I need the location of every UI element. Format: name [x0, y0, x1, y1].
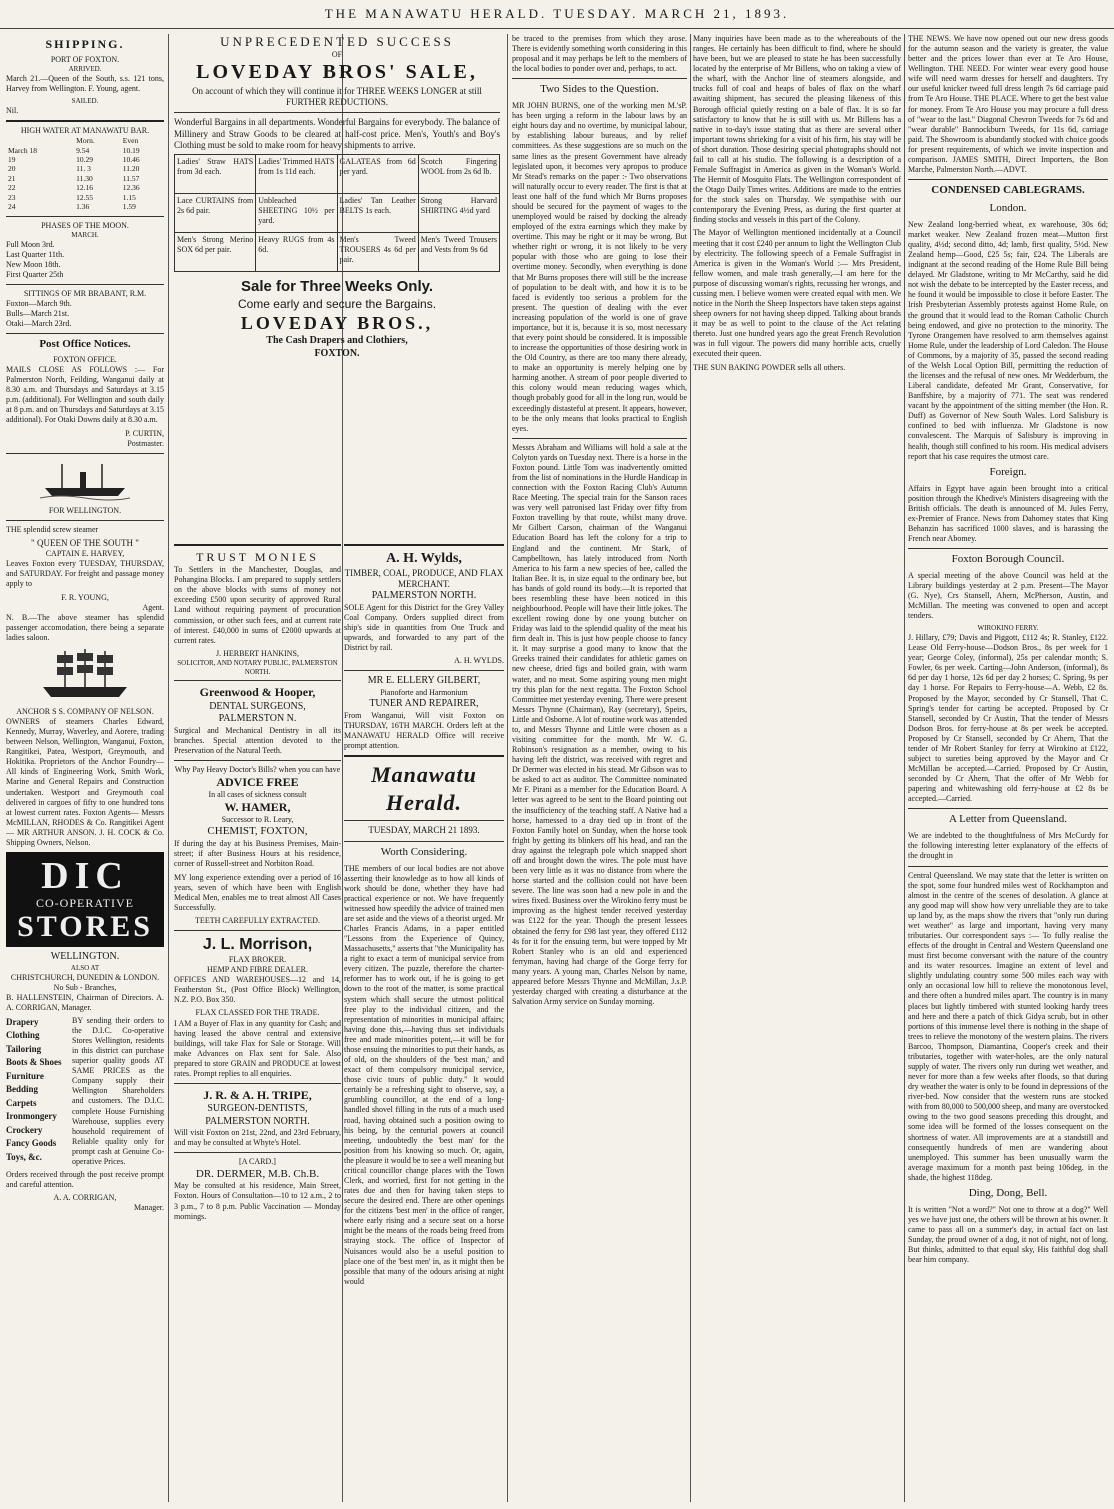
tide-cell: 21 — [8, 173, 16, 183]
divider — [174, 544, 341, 546]
tide-row — [6, 193, 164, 202]
phase-item: Full Moon 3rd. — [6, 239, 55, 249]
in-cases: In all cases of sickness consult — [208, 790, 307, 800]
tide-row — [6, 155, 164, 164]
loveday-title-2: LOVEDAY BROS., — [240, 313, 434, 334]
steamer-nb: N. B.—The above steamer has splendid passenger accomodation, there being a separate ladies saloon. — [6, 612, 164, 642]
dic-footer: Orders received through the post receive prompt and careful attention. — [6, 1169, 164, 1190]
dic-department: Toys, &c. — [6, 1151, 42, 1162]
sitting-item: Bulls—March 21st. — [6, 308, 70, 318]
bargain-cell: Heavy RUGS from 4s 6d. — [256, 233, 337, 272]
divider — [908, 179, 1108, 180]
sittings-title: SITTINGS OF MR BRABANT, R.M. — [23, 288, 147, 298]
hamer-sub: Successor to R. Leary, — [221, 815, 294, 825]
dic-logo-line2: CO-OPERATIVE — [36, 895, 134, 910]
tripe-city: PALMERSTON NORTH. — [205, 1115, 310, 1127]
bargain-cell: Men's Strong Merino SOX 6d per pair. — [175, 233, 256, 272]
divider — [174, 1083, 341, 1084]
tide-cell: 10.19 — [122, 145, 140, 155]
divider — [6, 520, 164, 521]
queensland-text: We are indebted to the thoughtfulness of Mrs McCurdy for the following interesting letter explanatory of the effects of the drought in — [908, 831, 1108, 861]
port-heading: PORT OF FOXTON. — [50, 55, 120, 65]
wirokino-text: J. Hillary, £79; Davis and Piggott, £112 4s; R. Stanley, £122. Lease Old Ferry-house—Dodson Bros., 8s per week for 1 year; George Coley, (informal), 25s per calendar month; S. Fowler, 6s per week. Carting—John Anderson, (informal), 8s 6d per day 1 horse, 12s 6d per day 2 horses; C. Spring, 9s per day 1 horse. For Repairs to Ferry-house—A. Webb, £2 8s. Proposed by the Mayor, seconded by Cr Stansell, That C. Spring's tender for carting be accepted. Proposed by Cr Stansell, seconded by Cr Austin, That the tender of Messrs Dodson Bros. for ferry-house at 8s per week be accepted. Proposed by Cr Stansell, seconded by Cr Ahern, That the tender of Mr Robert Stanley for ferry at Wirokino at £122, subject to sureties being approved by the Mayor and Cr McMillan be accepted.—Carried. Proposed by Cr Austin, seconded by Cr Ahern, That the offer of Mr Webb for papering and whitewashing old ferry-house at £2 8s be accepted.—Carried. — [908, 633, 1108, 804]
divider — [908, 548, 1108, 549]
postmaster-role: Postmaster. — [127, 438, 164, 448]
tide-cell: 12.16 — [76, 183, 94, 193]
divider — [174, 930, 341, 931]
tripe-title: J. R. & A. H. TRIPE, — [203, 1088, 312, 1102]
tide-cell: 20 — [8, 164, 16, 174]
arrived-label: ARRIVED. — [68, 65, 102, 74]
baking-powder: THE SUN BAKING POWDER sells all others. — [693, 362, 846, 372]
dic-departments — [6, 1016, 68, 1170]
column-3 — [344, 540, 504, 1504]
dic-body — [6, 1016, 164, 1170]
ding-text: It is written "Not a word?" Not one to throw at a dog?" Well yes we have just one, the others will be thrown at his owner. It came to pass all on a summer's day, in actual fact on last Sunday, the proud owner of a dog, it not of night, not of long. But thinks, admitted to that equal sky, His faithful dog shall bear him company. — [908, 1204, 1108, 1265]
dic-department: Boots & Shoes — [6, 1057, 62, 1068]
london-text: New Zealand long-berried wheat, ex warehouse, 30s 6d; market weaker. New Zealand frozen meat—Mutton first quality, 4½d; second ditto, 4d; lamb, first quality, 5½d. New Zealand hemp—Good, £25 5s; fair, £24. The Liberals are indignant at the second reading of the Home Rule Bill being delayed. Mr Gladstone, writing to Mr McCarthy, said he did not wish the debate to be intercepted by the Easter recess, and he found it would be impossible to close it before Easter. The Irish Presbyterian Assembly protests against Home Rule, on the ground that it would lead to the Roman Catholic Church being endowed, and give no protection to the minority. The Tyrone Orangemen have resolved to arm themselves against Home Rule, under the leadership of Lord Caledon. The House of Commons, by a majority of 35, passed the second reading of the Welsh Local Option Bill, permitting the reduction of the licenses and the refusal of new ones. Mr Wedderburn, the Liberal candidate, defeated Mr Grant, Conservative, for Banffshire, by a majority of 771. The seat was rendered vacant by the appointment of the sitting member (the Hon. R. Duff) as Governor of New South Wales. Lord Salisbury is confined to bed with influenza. Mr Gladstone is now convalescent. The Marquis of Salisbury is improving in health, though still confined to his room. His medical advisers report that his case requires the utmost care. — [908, 219, 1108, 461]
tide-cell: 11.57 — [122, 173, 140, 183]
greenwood-text: Surgical and Mechanical Dentistry in all its branches. Special attention devoted to the Preservation of the Natural Teeth. — [174, 725, 341, 755]
dic-department: Tailoring — [6, 1043, 42, 1054]
condensed-heading: CONDENSED CABLEGRAMS. — [931, 184, 1085, 197]
wylds-sign: A. H. WYLDS. — [454, 656, 504, 666]
greenwood-city: PALMERSTON N. — [218, 713, 297, 725]
morrison-sub: FLAX BROKER. — [228, 955, 287, 965]
sitting-item: Otaki—March 23rd. — [6, 319, 72, 329]
wirokino-heading: WIROKINO FERRY. — [977, 624, 1039, 633]
why-pay: Why Pay Heavy Doctor's Bills? when you can have — [174, 764, 341, 774]
bargain-cell: Unbleached SHEETING 10½ per yard. — [256, 194, 337, 233]
column-4 — [512, 34, 687, 1504]
tide-cell: 23 — [8, 192, 16, 202]
tide-row — [6, 174, 164, 183]
wylds-title: A. H. Wylds, — [386, 551, 462, 566]
post-office-title: Post Office Notices. — [39, 338, 131, 351]
column-rule — [904, 34, 905, 1502]
dic-branches: CHRISTCHURCH, DUNEDIN & LONDON. No Sub - Branches, — [10, 972, 160, 992]
advice-free: ADVICE FREE — [216, 775, 299, 790]
column-5 — [693, 34, 901, 1504]
divider — [512, 78, 687, 79]
bargain-cell: Ladies' Tan Leather BELTS 1s each. — [338, 194, 419, 233]
dic-sign: A. A. CORRIGAN, — [53, 1193, 117, 1203]
bargain-cell: Strong Harvard SHIRTING 4½d yard — [419, 194, 500, 233]
card-label: [A CARD.] — [239, 1157, 276, 1167]
agent-name: F. R. YOUNG, — [61, 592, 109, 602]
col7-text: Central Queensland. We may state that the letter is written on the spot, some four hundred miles west of Rockhampton and almost in the centre of the scenes of desolation. A glance at any good map will show how very unreliable they are to take up land by, as the maps show the rivers that "only run during wet weather" as large and important, having very many tributaries. Our correspondent says :— To fully realise the effects of the drought in Central and Western Queensland one must first become conversant with the nature of the country and its water resources. Imagine an extent of level and slightly undulating country some 500 miles each way with only an occasional low hill to relieve the monotonous level, and there often a hundred miles apart. The country is in many places but lightly timbered with stunted looking hardy trees and here and there a patch of thick Gidya scrub, but in other portions of this immense level there is nothing in the shape of trees to relieve the monotony of the western plains. The rivers Barcoo, Thompson, Diamantina, Cooper's creek and their tributaries, together with water-holes, are the only natural supply of water. The rivers only run during wet weather, and never for more than a few weeks after floods, so that during dry weather the water is only to be found in depressions of the river-bed. Now consider that the western runs are stocked with from 80,000 to 500,000 sheep, and many are overstocked owing to the two good seasons preceding this drought, and some idea will be formed of the losses consequent on the shortness of water. All improvements are at a standstill and consequently hundreds of men are wandering about unemployed. This summer has been unusually warm the average maximum for a month past being 106deg. in the shade, the highest 118deg. — [908, 870, 1108, 1182]
morrison-text: I AM a Buyer of Flax in any quantity for Cash; and having leased the above central and extensive buildings, will take Flax for Sale or Storage. Will make Advances on Flax sent for Sale. Also prepared to store GRAIN and PRODUCE at lowest rates. Prompt replies to all enquiries. — [174, 1018, 341, 1078]
tide-cell: Even — [122, 136, 139, 146]
wylds-city: PALMERSTON NORTH. — [371, 590, 477, 602]
dic-city: WELLINGTON. — [50, 951, 120, 963]
chemist: CHEMIST, FOXTON, — [207, 825, 308, 838]
morrison-title: J. L. Morrison, — [202, 935, 313, 953]
dic-logo — [6, 852, 164, 947]
drapers: The Cash Drapers and Clothiers, — [266, 334, 408, 346]
col5-top-text: Many inquiries have been made as to the whereabouts of the ranges. He certainly has been difficult to find, where he should have been, but we are pleased to state he has been successfully located by the enterprise of Mr Billens, who on taking a view of the wharf, with the Anchor line of steamers alongside, and trucks full of coal and heaps of bales of flax on the wharf awaiting shipment, has secured the pleasing likeness of this Borough official quietly resting on a bale of flax. It is so far satisfactory to know that he is still with us. Mr Billens has a native in to-day's issue stating that as there are several other important towns shrieking for a visit of his firm, his stay will be of short duration. Those desiring special photographs should not fail to call at his studio. The following is a description of a Female Suffragist in America as given in the Woman's World. The Hermit of Mosquito Flats. The Wellington correspondent of the Otago Daily Times writes. Additions are made to the entries for the stock sales on Thursday. We sympathise with our contemporary the Evening Press, as during the first quarter at finding stocks and vessels in this part of the Colony. — [693, 34, 901, 225]
hankins-name: J. HERBERT HANKINS, — [216, 648, 299, 658]
tide-row — [6, 202, 164, 211]
bargain-cell: Lace CURTAINS from 2s 6d pair. — [175, 194, 256, 233]
divider — [908, 808, 1108, 809]
tide-cell: 11.30 — [76, 173, 93, 183]
column-6 — [908, 34, 1108, 1504]
experience-text: MY long experience extending over a period of 16 years, seven of which have been with English Medical Men, enables me to treat almost All Cases Successfully. — [174, 872, 341, 912]
dic-department: Drapery — [6, 1016, 39, 1027]
worth-text: THE members of our local bodies are not above asserting their knowledge as to how all kinds of work should be done, whether they have had practical experience or not. We have frequently witnessed how speedily the advice of trained men are set aside and the views of a theorist urged. Mr Charles Francis Adams, in a paper entitled "Lessons from the Experience of Quincy, Massachusetts," asserts that "the Municipality has a right to exact a term of municipal service from every citizen. The puzzle, therefore the charter-reformer has to work out, if he is going to get down to the root of the matter, is some practical system which shall secure the utmost political free play to the individual citizen, and the representation of minorities in municipal affairs; having done this,—having thus set individuals free and made minorities potent,—it will be for those ensuing the minorities to put their hands, as of old, on the shoulders of the 'best man,' and exact of them compulsory municipal service, those civic tours of public duty." It would certainly be a refreshing sight to observe, say, a grumbling councillor, at the end of a long-handled shovel filling in the ruts of a much used road, having obtained such a position owing to his being, by the centurial powers at council meeting, undoubtedly the 'best man' for the position from his knowing so much. Or, again, the pleasure it would be to see a well meaning but critical councillor change places with the Town Clerk, and worried, first for not getting in the rates due and then for having taken steps to secure the desired end. There are other openings for the citizens 'best men' in the office of ranger, where early rising and a secure seat on a horse might be the means of the roads being freed from straying stock. The office of Inspector of Nuisances would also be a useful position to place one of the 'best men' in, as it might then be possible that many of the odours arising at night would — [344, 863, 504, 1286]
col4-news: Messrs Abraham and Williams will hold a sale at the Colyton yards on Tuesday next. There is a horse in the Foxton pound. Little Tom was inadvertently omitted from the list of nominations in the Hurdle Handicap in connection with the Foxton Racing Club's Autumn Race Meeting. The special train for the Sanson races was very well patronised last Friday over fifty from Foxton travelling by that route, whilst many drove. Mr Gilbert Carson, chairman of the Wanganui Education Board has left the colony for a trip to England and the continent. Mr Stark, of Campbelltown, has lately introduced from North America to his farm a new species of bee, called the Italian Bee. It is, in size equal to the ordinary bee, but has bands of gold round its body.—It is reported that bees resembling these have been noticed in this neighbourhood. People will have their little jokes. The excellent rowing done by one young butcher on Friday was laid to the splendid quality of the meat his firm dealt in. This is just how people choose to fancy it. It may surprise a good many to know that the Greeks trained their candidates for athletic games on new cheese, dried figs and boiled grain, with warm water, and no meat. Some aspiring young men might try this plan for the next regatta. The Foxton School Committee met yesterday evening. There were present Messrs Thynne (Chairman), Ray (secretary), Speirs, Little and Osborne. A lot of routine work was attended to, and Messrs Thynne and Little were chosen as a visiting committee for the month. Mr W. G. Robinson's resignation as a member, owing to his having left the district, was received with regret and Dr Dermer was elected in his stead. Mr Gibson was to be asked to act as auditor. The Committee nominated Mr F. Pirani as a member for the Education Board. A letter was agreed to be sent to the Board pointing out the insufficiency of the teaching staff. A Native had a horse, harnessed to a dray tied up in front of the Foxton Family hotel on Sunday, when the horse took fright by getting its blinkers off his head, and ran the dray against the telegraph pole which snapped short off and brought down the wires. The pole must have been very little as it was no distance from where the horse started and the collision could not have been severe. The line was soon had a new pole in and the wires fixed. Business over the Wirokino ferry must be improving as the highest tender received yesterday was £122 for the year. Though the present lessees obtained the ferry for £98 last year, they offered £112 4s for it for the ensuing term, but were topped by Mr Robert Stanley who is an old and experienced ferryman, having had charge of the Gorge ferry for many years. A young man, Charles Nelson by name, appeared before Messrs Thynne and McMillan, J.s.P. yesterday charged with creating a disturbance at the Salvation Army service on Sunday morning. — [512, 442, 687, 1007]
dic-department: Carpets — [6, 1097, 37, 1108]
tide-cell: March 18 — [8, 145, 37, 155]
dic-department: Clothing — [6, 1030, 40, 1041]
tide-header — [6, 136, 164, 145]
tide-table — [6, 136, 164, 212]
divider — [6, 120, 164, 122]
divider — [344, 820, 504, 821]
for-wellington: FOR WELLINGTON. — [48, 505, 122, 515]
herald-nameplate: Manawatu Herald. — [371, 761, 477, 815]
issue-date: TUESDAY, MARCH 21 1893. — [368, 825, 480, 836]
divider — [6, 333, 164, 334]
phases-title: PHASES OF THE MOON. — [41, 220, 129, 230]
post-office-sub: FOXTON OFFICE. — [53, 355, 117, 364]
shipping-heading: SHIPPING. — [45, 37, 125, 51]
dic-department: Bedding — [6, 1084, 39, 1095]
loveday-advert — [174, 34, 500, 534]
postmaster-name: P. CURTIN, — [125, 428, 164, 438]
column-rule — [690, 34, 691, 1502]
steamer-icon — [40, 458, 130, 502]
dic-logo-line1: DIC — [41, 854, 129, 897]
of-text: OF — [331, 50, 343, 60]
anchor-title: ANCHOR S S. COMPANY OF NELSON. — [16, 706, 154, 716]
divider — [908, 866, 1108, 867]
hamer-text: If during the day at his Business Premises, Main-street; if after Business Hours at his residence, corner of Russell-street and Norbiton Road. — [174, 839, 341, 869]
post-office-text: MAILS CLOSE AS FOLLOWS :— For Palmerston North, Feilding, Wanganui daily at 8.30 a.m. and Thursdays and Saturdays at 3.15 p.m. (additional). For Wellington and south daily at 8 p.m. and on Thursdays and Saturdays at 3.15 additional). For Otaki Downs daily at 8.30 a.m. — [6, 365, 164, 425]
tide-row — [6, 164, 164, 173]
loveday-bargains — [174, 154, 500, 272]
bargain-cell: Men's Tweed TROUSERS 4s 6d per pair. — [338, 233, 419, 272]
trust-title: TRUST MONIES — [196, 550, 319, 564]
morrison-address: OFFICES AND WAREHOUSES—12 and 14, Featherston St., (Post Office Block) Wellington, N.Z. P.O. Box 350. — [174, 975, 341, 1005]
loveday-title: LOVEDAY BROS' SALE, — [196, 61, 478, 84]
tide-cell: 11. 3 — [76, 164, 91, 174]
divider — [174, 1152, 341, 1153]
divider — [174, 680, 341, 681]
flax-classed: FLAX CLASSED FOR THE TRADE. — [195, 1008, 320, 1018]
col5-more-text: The Mayor of Wellington mentioned incidentally at a Council meeting that it cost £240 per annum to light the Wellington Club by electricity. The following speech of a Female Suffragist in America is given in the Woman's World :— Mrs President, fellow women, and male trash generally,—I am here for the purpose of discussing woman's rights, recussing her wrongs, and cussing men. I believe women were created equal with men. We notice in the North the Sheep Inspectors have taken steps against sheep owners for not having sheep dipped. Talking about brands it may be as well to point to the clause of the Act relating thereto. Just one hundred years ago the great French Revolution was in full vigour. The powers did many horrible acts, cruelly executed their queen. — [693, 228, 901, 359]
tripe-sub: SURGEON-DENTISTS, — [207, 1103, 308, 1115]
hamer-name: W. HAMER, — [224, 800, 291, 815]
phase-item: Last Quarter 11th. — [6, 249, 65, 259]
divider — [6, 216, 164, 217]
morrison-sub2: HEMP AND FIBRE DEALER. — [206, 965, 309, 975]
captain: CAPTAIN E. HARVEY, — [45, 549, 125, 559]
worth-heading: Worth Considering. — [380, 845, 468, 858]
trust-text: To Settlers in the Manchester, Douglas, and Pohangina Blocks. I am prepared to supply settlers on the above blocks with sums of money not exceeding £500 upon security of approved Rural Land without requiring payment of procuration commission, or other such fees, and at current rate of interest. £40,000 in sums of £2000 upwards at current rates. — [174, 565, 341, 645]
dic-department: Furniture — [6, 1070, 44, 1081]
two-sides-heading: Two Sides to the Question. — [540, 83, 659, 96]
wylds-sub: TIMBER, COAL, PRODUCE, AND FLAX MERCHANT. — [344, 567, 504, 589]
unprecedented: UNPRECEDENTED SUCCESS — [220, 34, 454, 49]
divider — [6, 284, 164, 285]
dic-sign-role: Manager. — [134, 1203, 164, 1213]
col4-top-text: be traced to the premises from which they arose. There is evidently something worth considering in this proposal and it may perhaps be left to the members of the local bodies to ponder over and, perhaps, to act. — [512, 34, 687, 74]
two-sides-text: MR JOHN BURNS, one of the working men M.'sP. has been urging a reform in the labour laws by an eight hours day and no overtime, by municipal labour, by establishing labour bureaus, and by relief committees. As these suggestions are so much on the same lines as the present Government have already legislated upon, it becomes very apropos to produce Mr Stead's remarks on the paper :- Two observations will naturally occur to every reader. The first is that at least one half of the fund which Mr Burns proposes should be secured for the payment of wages to the unemployed would be raised by docking the already employed of the extra earnings which they make by overtime. This may be right or it may be wrong. But whether right or wrong, it is not likely to be very popular with those who are going to lose their overtime money. Secondly, when everything is done that Mr Burns proposes there will still be the increase of population to be dealt with, and how it is to be faced is evidently too serious a problem for the present. The question of dealing with the ever increasing population of the world is one of grave importance, but it is, because it is so, most necessary that every point should be considered. It is impossible to increase the opportunities of those desiring work in the Old Country, as there are too many there already, to make an opportunity is merely helping one by harming another. A stream of poor people diverted to this colony would mean reducing wages which, though probably good for all in the long run, would be exceedingly distasteful at present. It appears, however, to be the only means that looks practical to English eyes. — [512, 101, 687, 433]
gilbert-sub2: TUNER AND REPAIRER, — [369, 698, 479, 710]
sailed-nil: Nil. — [6, 105, 19, 115]
tide-cell: 10.46 — [122, 155, 140, 164]
arrived-text: March 21.—Queen of the South, s.s. 121 tons, Harvey from Wellington. F. Young, agent. — [6, 74, 164, 94]
divider — [174, 112, 500, 113]
agent-role: Agent. — [142, 602, 164, 612]
dic-department: Fancy Goods — [6, 1138, 57, 1149]
tide-cell: 1.36 — [76, 202, 90, 212]
loveday-body: Wonderful Bargains in all departments. Wonderful Bargains for everybody. The balance of Millinery and Straw Goods to be cleared at half-cost price. Men's, Youth's and Boy's Clothing must be sold to make room for heavy shipments to arrive. — [174, 117, 500, 150]
tripe-text: Will visit Foxton on 21st, 22nd, and 23rd February, and may be consulted at Whyte's Hotel. — [174, 1128, 341, 1148]
council-heading: Foxton Borough Council. — [951, 553, 1065, 566]
column-rule — [168, 34, 169, 1502]
divider — [344, 544, 504, 546]
dermer-name: DR. DERMER, M.B. Ch.B. — [195, 1167, 320, 1180]
gilbert-sub: Pianoforte and Harmonium — [380, 687, 468, 697]
dermer-text: May be consulted at his residence, Main Street, Foxton. Hours of Consultation—10 to 12 a.m., 2 to 3 p.m., 7 to 8 p.m. Public Vaccination — Monday mornings. — [174, 1181, 341, 1221]
divider — [512, 438, 687, 439]
bargain-cell: Ladies' Trimmed HATS from 1s 11d each. — [256, 155, 337, 194]
tide-row — [6, 183, 164, 192]
column-2 — [174, 540, 341, 1504]
tide-cell: 12.36 — [122, 183, 140, 193]
steamer-intro: THE splendid screw steamer — [6, 524, 99, 534]
tide-cell: 24 — [8, 202, 16, 212]
divider — [6, 453, 164, 454]
teeth-extracted: TEETH CAREFULLY EXTRACTED. — [195, 915, 320, 925]
tide-cell: 10.29 — [76, 155, 94, 164]
anchor-text: OWNERS of steamers Charles Edward, Kennedy, Murray, Waverley, and Aorere, trading between Nelson, Wellington, Wanganui, Foxton, Rangitikei, Patea, Westport, Greymouth, and Hokitika. Proprietors of the Anchor Foundry— All kinds of Engineering Work, Smith Work, Marine and General Repairs and Construction undertaken. Westport and Greymouth coal delivered in cargoes of fifty to one hundred tons at lowest current rates. Foxton Agents— Messrs McMILLAN, RHODES & Co. Rangitikei Agent— MR ARTHUR ANSON. J. H. COCK & Co. Shipping Owners, Nelson. — [6, 716, 164, 847]
divider — [174, 760, 341, 761]
dic-text: BY sending their orders to the D.I.C. Co-operative Stores Wellington, residents in this district can purchase superior quality goods AT SAME PRICES as the Company supply their Wellington Shareholders and customers. The D.I.C. complete House Furnishing Warehouse, supplies every household requirement of Reliable quality only for prompt cash at Genuine Co-operative Prices. — [72, 1015, 164, 1166]
column-1 — [6, 34, 164, 1504]
wylds-text: SOLE Agent for this District for the Grey Valley Coal Company. Orders supplied direct from ship's side in quantities from One Truck and upwards, and forwarded to any part of the District by rail. — [344, 602, 504, 653]
dic-also: ALSO AT — [70, 963, 100, 972]
gilbert-title: MR E. ELLERY GILBERT, — [367, 675, 481, 687]
foreign-heading: Foreign. — [989, 465, 1027, 478]
ding-heading: Ding, Dong, Bell. — [968, 1186, 1048, 1199]
phase-item: New Moon 18th. — [6, 259, 61, 269]
steamer-body: Leaves Foxton every TUESDAY, THURSDAY, and SATURDAY. For freight and passage money apply to — [6, 559, 164, 589]
phases-month: MARCH. — [71, 230, 99, 239]
tide-cell: 19 — [8, 155, 16, 164]
divider — [344, 670, 504, 671]
tide-cell: 12.55 — [76, 192, 94, 202]
bargain-cell: Scotch Fingering WOOL from 2s 6d lb. — [419, 155, 500, 194]
sailing-ship-icon — [35, 647, 135, 703]
tide-cell: Morn. — [76, 136, 95, 146]
sale-headline: Sale for Three Weeks Only. — [240, 278, 434, 296]
dic-department: Crockery — [6, 1124, 43, 1135]
foreign-text: Affairs in Egypt have again been brought into a critical position through the Khedive's Ministers disagreeing with the British officials. The death is announced of M. Jules Ferry, ex-Premier of France. News from Dahomey states that King Behanzin has sacrificed 1000 slaves, and is harassing the French near Abomey. — [908, 483, 1108, 543]
bargain-cell: Ladies' Straw HATS from 3d each. — [175, 155, 256, 194]
col6-news: THE NEWS. We have now opened out our new dress goods for the autumn season and the variety is greater, the value better and the prices lower than ever at Te Aro House, Wellington. THE NEED. For winter wear every good house wife will need warm dresses for herself and daughters. Try our useful knicker tweed full dress length 7s 6d carriage paid from Te Aro House. THE PLACE. Where to get the best value for money. From Te Aro House you may procure a full dress of "wear to the last." Diagonal Chevron Tweeds for 7s 6d and "wear durable" Bannockburn Tweeds, for 11s 6d, carriage paid. The Showroom is abundantly stocked with choice goods for present requirements, of which we invite inspection and comparison. JAMES SMITH, Direct Importers, the Bon Marche, Palmerston North.—ADVT. — [908, 34, 1108, 175]
tide-cell — [6, 136, 74, 145]
divider — [344, 755, 504, 757]
tide-cell: 1.15 — [122, 192, 136, 202]
high-water-title: HIGH WATER AT MANAWATU BAR. — [20, 126, 150, 136]
loveday-foxton: FOXTON. — [314, 347, 360, 359]
tide-row — [6, 146, 164, 155]
sitting-item: Foxton—March 9th. — [6, 298, 72, 308]
tide-cell: 9.54 — [76, 145, 90, 155]
steamer-name: " QUEEN OF THE SOUTH " — [31, 537, 139, 548]
dic-names: B. HALLENSTEIN, Chairman of Directors. A. A. CORRIGAN, Manager. — [6, 992, 164, 1012]
london-heading: London. — [989, 201, 1027, 214]
dic-logo-line3: STORES — [17, 910, 153, 944]
sailed-label: SAILED. — [71, 97, 99, 106]
tide-cell: 1.59 — [122, 202, 136, 212]
divider — [344, 841, 504, 842]
come-early: Come early and secure the Bargains. — [237, 297, 437, 312]
queensland-heading: A Letter from Queensland. — [949, 813, 1067, 826]
bargain-cell: GALATEAS from 6d per yard. — [338, 155, 419, 194]
dic-department: Ironmongery — [6, 1111, 57, 1122]
masthead: THE MANAWATU HERALD. TUESDAY. MARCH 21, 1893. — [0, 0, 1114, 29]
loveday-lead: On account of which they will continue it for THREE WEEKS LONGER at still FURTHER REDUCTIONS. — [192, 85, 482, 107]
hankins-role: SOLICITOR, AND NOTARY PUBLIC, PALMERSTON NORTH. — [177, 658, 338, 676]
council-text: A special meeting of the above Council was held at the Library buildings yesterday at 2 p.m. Present—The Mayor (G. Nye), Crs Stansell, Ahern, McPherson, Austin, and McMillan. The meeting was convened to open and accept tenders. — [908, 570, 1108, 621]
phase-item: First Quarter 25th — [6, 269, 64, 279]
gilbert-text: From Wanganui, Will visit Foxton on THURSDAY, 16TH MARCH. Orders left at the MANAWATU HERALD Office will receive prompt attention. — [344, 710, 504, 750]
greenwood-title: Greenwood & Hooper, — [199, 685, 316, 700]
greenwood-sub: DENTAL SURGEONS, — [209, 700, 306, 712]
bargain-cell: Men's Tweed Trousers and Vests from 9s 6d — [419, 233, 500, 272]
tide-cell: 22 — [8, 183, 16, 193]
tide-cell: 11.20 — [122, 164, 140, 174]
column-rule — [507, 34, 508, 1502]
